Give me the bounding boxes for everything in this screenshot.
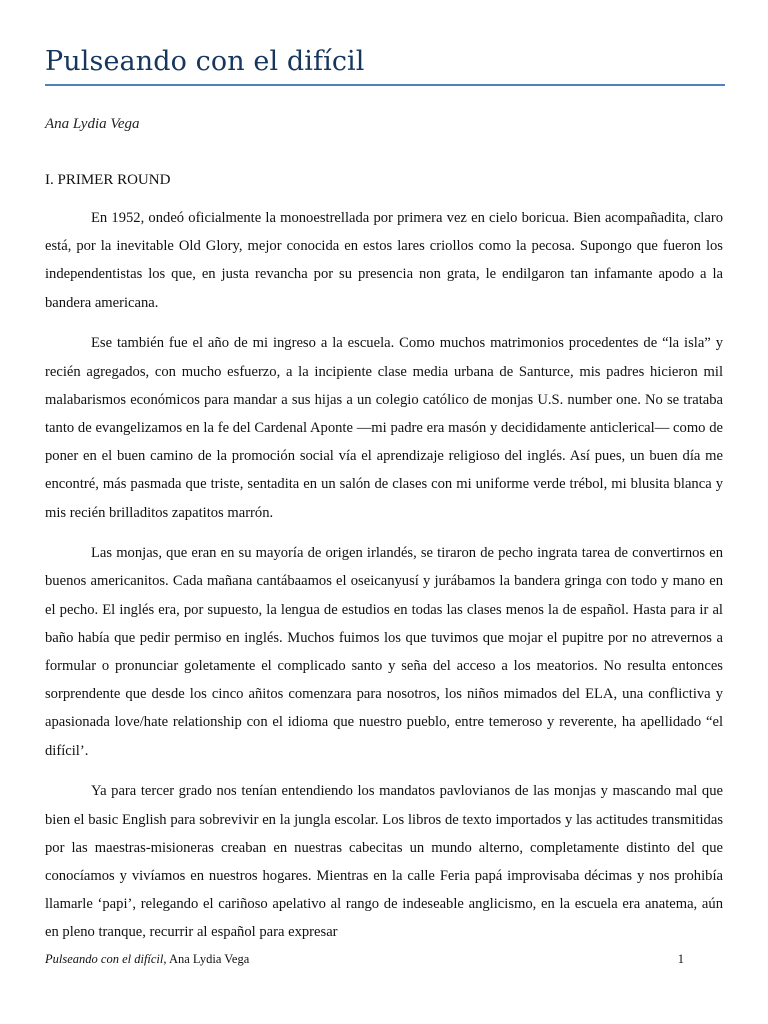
author-name: Ana Lydia Vega: [45, 116, 140, 132]
section-heading: I. PRIMER ROUND: [45, 172, 171, 188]
body-text: [45, 204, 723, 959]
paragraph: Ese también fue el año de mi ingreso a la escuela. Como muchos matrimonios procedentes de “la isla” y recién agregados, con mucho esfuerzo, a la incipiente clase media urbana de Santurce, mis padres hicieron mil malabarismos económicos para mandar a sus hijas a un colegio católico de monjas U.S. number one. No se trataba tanto de evangelizamos en la fe del Cardenal Aponte —mi padre era masón y decididamente anticlerical— como de poner en el buen camino de la promoción social vía el aprendizaje religioso del inglés. Así pues, un buen día me encontré, más pasmada que triste, sentadita en un salón de clases con mi uniforme verde trébol, mi blusita blanca y mis recién brilladitos zapatitos marrón.: [45, 335, 723, 521]
footer-author: , Ana Lydia Vega: [163, 952, 250, 966]
page-number: 1: [677, 952, 684, 966]
title-underline-rule: [45, 84, 725, 86]
paragraph: Ya para tercer grado nos tenían entendiendo los mandatos pavlovianos de las monjas y mascando mal que bien el basic English para sobrevivir en la jungla escolar. Los libros de texto importados y las actitudes transmitidas por las maestras-misioneras creaban en nuestras cabecitas un mundo alterno, completamente distinto del que conocíamos y vivíamos en nuestros hogares. Mientras en la calle Feria papá improvisaba décimas y nos prohibía llamarle ‘papi’, relegando el cariñoso apelativo al rango de indeseable anglicismo, en la escuela era anatema, aún en pleno tranque, recurrir al español para expresar: [45, 783, 723, 941]
page-title: Pulseando con el difícil: [45, 46, 365, 77]
paragraph: Las monjas, que eran en su mayoría de origen irlandés, se tiraron de pecho ingrata tarea de convertirnos en buenos americanitos. Cada mañana cantábaamos el oseicanyusí y jurábamos la bandera gringa con todo y mano en el pecho. El inglés era, por supuesto, la lengua de estudios en todas las clases menos la de español. Hasta para ir al baño había que pedir permiso en inglés. Muchos fuimos los que tuvimos que mojar el pupitre por no atrevernos a formular o pronunciar goletamente el complicado santo y seña del acceso a los meatorios. No resulta entonces sorprendente que desde los cinco añitos comenzara para nosotros, los niños mimados del ELA, una conflictiva y apasionada love/hate relationship con el idioma que nuestro pueblo, entre temeroso y reverente, ha apellidado “el difícil’.: [45, 545, 723, 759]
page-footer: [45, 951, 249, 967]
paragraph: En 1952, ondeó oficialmente la monoestrellada por primera vez en cielo boricua. Bien acompañadita, claro está, por la inevitable Old Glory, mejor conocida en estos lares criollos como la pecosa. Supongo que fueron los independentistas los que, en justa revancha por su presencia non grata, le endilgaron tan infamante apodo a la bandera americana.: [45, 210, 723, 311]
footer-title: Pulseando con el difícil: [45, 952, 164, 966]
